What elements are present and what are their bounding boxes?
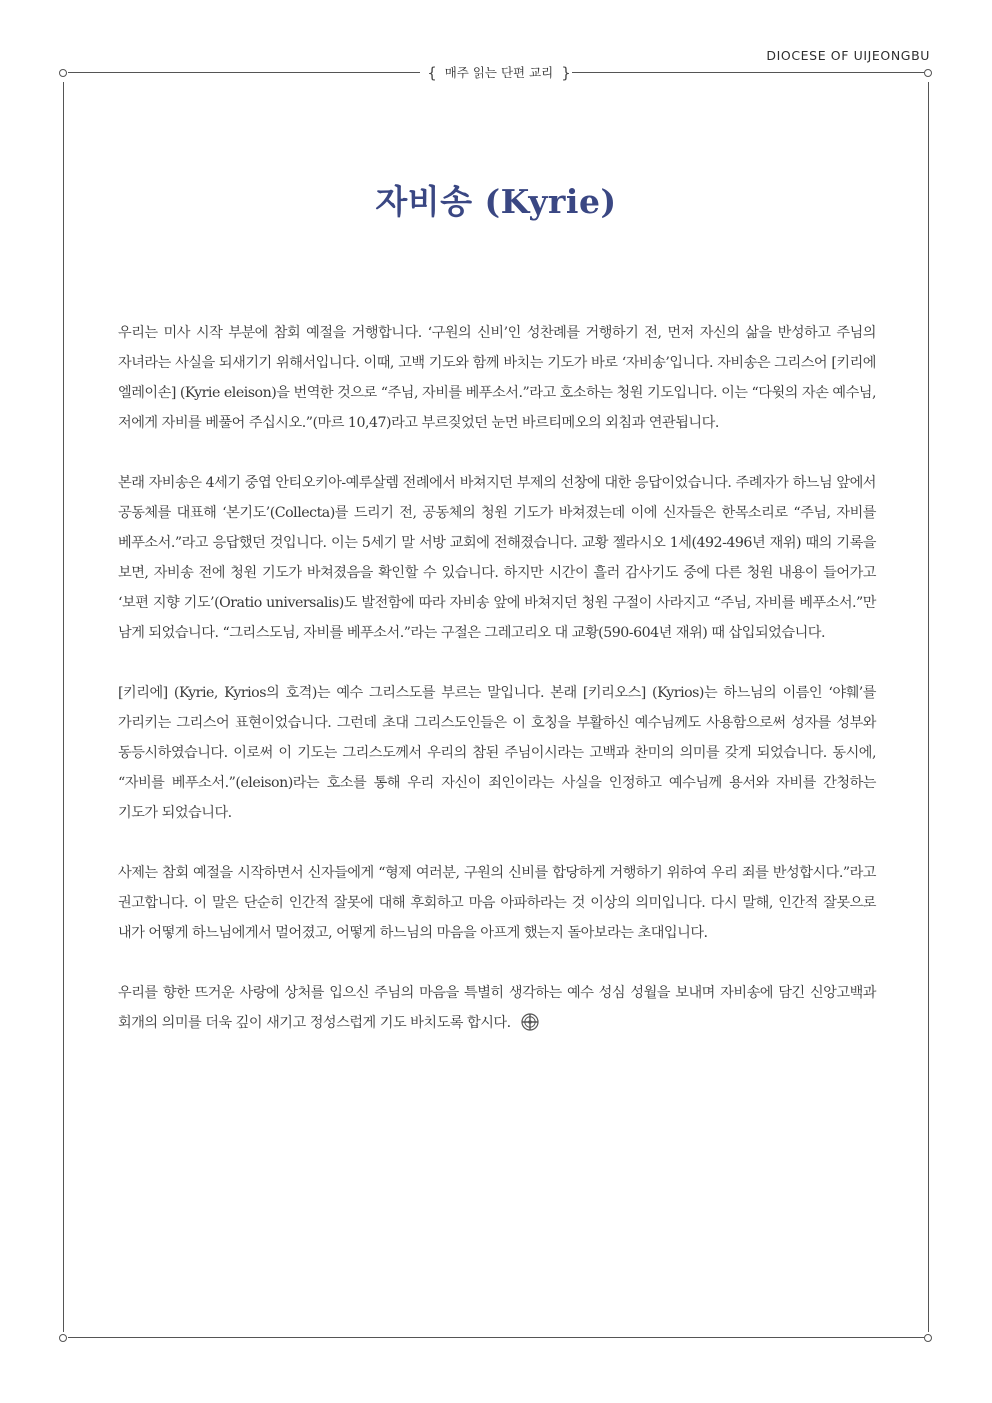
frame-corner-bottom-left [59,1334,67,1342]
paragraph-4: 사제는 참회 예절을 시작하면서 신자들에게 “형제 여러분, 구원의 신비를 합당하게 거행하기 위하여 우리 죄를 반성합시다.”라고 권고합니다. 이 말은 단순히 인간적 잘못에 대해 후회하고 마음 아파하라는 것 이상의 의미입니다. 다시 말해, 인간적 잘못으로 내가 어떻게 하느님에게서 멀어졌고, 어떻게 하느님의 마음을 아프게 했는지 돌아보라는 초대입니다. [118,865,876,941]
diocese-label: DIOCESE OF UIJEONGBU [766,48,930,63]
frame-bottom-line [68,1337,924,1338]
series-title [424,63,574,81]
frame-top-left-line [68,72,420,73]
frame-corner-top-right [924,69,932,77]
paragraph-3: [키리에] (Kyrie, Kyrios의 호격)는 예수 그리스도를 부르는 말입니다. 본래 [키리오스] (Kyrios)는 하느님의 이름인 ‘야훼’를 가리키는 그리스어 표현이었습니다. 그런데 초대 그리스도인들은 이 호칭을 부활하신 예수님께도 사용함으로써 성자를 성부와 동등시하였습니다. 이로써 이 기도는 그리스도께서 우리의 참된 주님이시라는 고백과 찬미의 의미를 갖게 되었습니다. 동시에, “자비를 베푸소서.”(eleison)라는 호소를 통해 우리 자신이 죄인이라는 사실을 인정하고 예수님께 용서와 자비를 간청하는 기도가 되었습니다. [118,685,876,821]
frame-corner-top-left [59,69,67,77]
article-body [118,318,876,1072]
frame-corner-bottom-right [924,1334,932,1342]
brace-right: } [561,64,571,82]
frame-top-right-line [572,72,924,73]
frame-right-line [928,82,929,1332]
series-title-text: 매주 읽는 단편 교리 [444,65,554,80]
brace-left: { [427,64,437,82]
paragraph-5-text: 우리를 향한 뜨거운 사랑에 상처를 입으신 주님의 마음을 특별히 생각하는 예수 성심 성월을 보내며 자비송에 담긴 신앙고백과 회개의 의미를 더욱 깊이 새기고 정성스럽게 기도 바치도록 합시다. [118,985,876,1031]
cross-emblem-icon [521,1012,539,1042]
paragraph-2: 본래 자비송은 4세기 중엽 안티오키아-예루살렘 전례에서 바쳐지던 부제의 선창에 대한 응답이었습니다. 주례자가 하느님 앞에서 공동체를 대표해 ‘본기도’(Collecta)를 드리기 전, 공동체의 청원 기도가 바쳐졌는데 이에 신자들은 한목소리로 “주님, 자비를 베푸소서.”라고 응답했던 것입니다. 이는 5세기 말 서방 교회에 전해졌습니다. 교황 젤라시오 1세(492-496년 재위) 때의 기록을 보면, 자비송 전에 청원 기도가 바쳐졌음을 확인할 수 있습니다. 하지만 시간이 흘러 감사기도 중에 다른 청원 내용이 들어가고 ‘보편 지향 기도’(Oratio universalis)도 발전함에 따라 자비송 앞에 바쳐지던 청원 구절이 사라지고 “주님, 자비를 베푸소서.”만 남게 되었습니다. “그리스도님, 자비를 베푸소서.”라는 구절은 그레고리오 대 교황(590-604년 재위) 때 삽입되었습니다. [118,475,876,641]
paragraph-1: 우리는 미사 시작 부분에 참회 예절을 거행합니다. ‘구원의 신비’인 성찬례를 거행하기 전, 먼저 자신의 삶을 반성하고 주님의 자녀라는 사실을 되새기기 위해서입니다. 이때, 고백 기도와 함께 바치는 기도가 바로 ‘자비송’입니다. 자비송은 그리스어 [키리에 엘레이손] (Kyrie eleison)을 번역한 것으로 “주님, 자비를 베푸소서.”라고 호소하는 청원 기도입니다. 이는 “다윗의 자손 예수님, 저에게 자비를 베풀어 주십시오.”(마르 10,47)라고 부르짖었던 눈먼 바르티메오의 외침과 연관됩니다. [118,325,876,431]
paragraph-5 [118,978,876,1042]
frame-left-line [63,82,64,1332]
page-title: 자비송 (Kyrie) [375,182,617,221]
